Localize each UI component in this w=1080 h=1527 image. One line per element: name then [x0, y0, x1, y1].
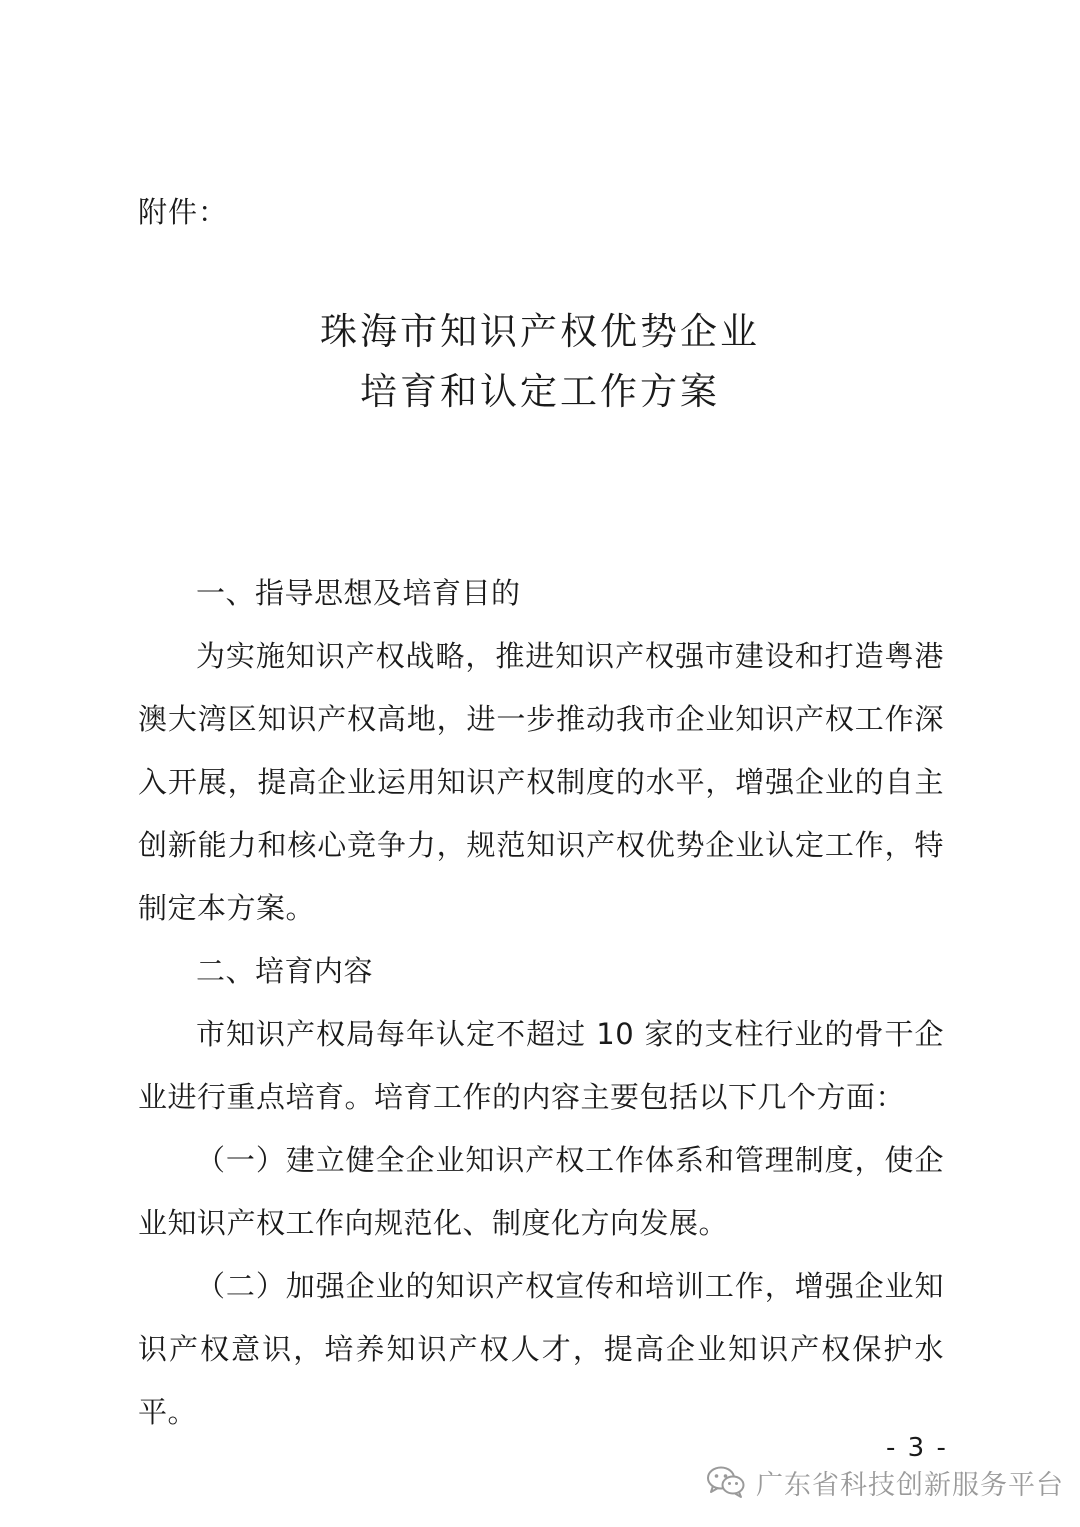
item2-paragraph: （二）加强企业的知识产权宣传和培训工作，增强企业知识产权意识，培养知识产权人才，提高企业知识产权保护水平。 — [138, 1269, 944, 1429]
item1-paragraph: （一）建立健全企业知识产权工作体系和管理制度，使企业知识产权工作向规范化、制度化方向发展。 — [138, 1143, 944, 1240]
page-number: - 3 - — [886, 1433, 948, 1463]
wechat-icon — [706, 1465, 746, 1499]
title-line-1: 珠海市知识产权优势企业 — [320, 310, 760, 353]
section1-heading: 一、指导思想及培育目的 — [196, 576, 521, 610]
watermark-text: 广东省科技创新服务平台 — [756, 1469, 1064, 1501]
section1-paragraph: 为实施知识产权战略，推进知识产权强市建设和打造粤港澳大湾区知识产权高地，进一步推动我市企业知识产权工作深入开展，提高企业运用知识产权制度的水平，增强企业的自主创新能力和核心竞争力，规范知识产权优势企业认定工作，特制定本方案。 — [138, 639, 944, 925]
section2-paragraph: 市知识产权局每年认定不超过 10 家的支柱行业的骨干企业进行重点培育。培育工作的内容主要包括以下几个方面： — [138, 1017, 944, 1114]
document-title — [0, 302, 1080, 422]
watermark — [706, 1460, 1064, 1504]
title-line-2: 培育和认定工作方案 — [360, 370, 720, 413]
document-body — [138, 562, 944, 1444]
section2-heading: 二、培育内容 — [196, 954, 374, 988]
attachment-label: 附件： — [138, 195, 229, 229]
